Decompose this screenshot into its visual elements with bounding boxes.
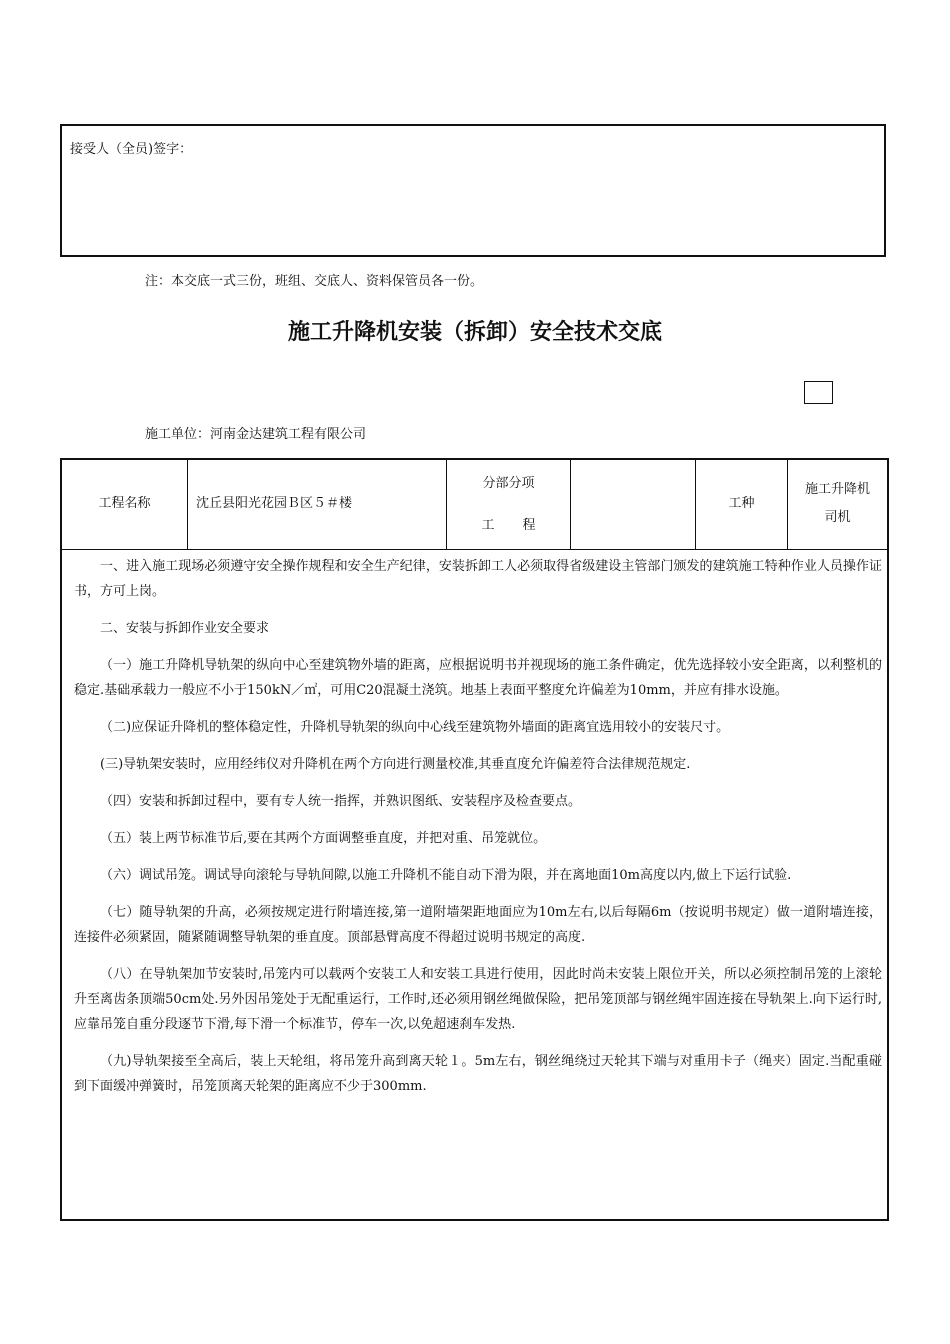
- paragraph: 一、进入施工现场必须遵守安全操作规程和安全生产纪律，安装拆卸工人必须取得省级建设主管部门颁发的建筑施工特种作业人员操作证书，方可上岗。: [74, 559, 882, 599]
- paragraph: （七）随导轨架的升高，必须按规定进行附墙连接,第一道附墙架距地面应为10m左右,以后每隔6m（按说明书规定）做一道附墙连接，连接件必须紧固，随紧随调整导轨架的垂直度。顶部悬臂高度不得超过说明书规定的高度.: [74, 905, 882, 945]
- page-title: 施工升降机安装（拆卸）安全技术交底: [287, 320, 662, 345]
- paragraph: （一）施工升降机导轨架的纵向中心至建筑物外墙的距离，应根据说明书并视现场的施工条件确定，优先选择较小安全距离，以利整机的稳定.基础承载力一般应不小于150kN／㎡，可用C20混凝土浇筑。地基上表面平整度允许偏差为10mm，并应有排水设施。: [74, 658, 882, 698]
- sub-project-label-cell: [447, 460, 571, 549]
- paragraph: （四）安装和拆卸过程中，要有专人统一指挥，并熟识图纸、安装程序及检查要点。: [100, 794, 582, 809]
- construction-unit: 施工单位：河南金达建筑工程有限公司: [145, 427, 367, 442]
- disclosure-content: [74, 554, 882, 1111]
- project-name-label: 工程名称: [98, 496, 151, 511]
- trade-label: 工种: [728, 496, 755, 511]
- project-name-label-cell: [62, 460, 188, 549]
- paragraph: （六）调试吊笼。调试导向滚轮与导轨间隙,以施工升降机不能自动下滑为限，并在离地面10m高度以内,做上下运行试验.: [100, 868, 792, 883]
- trade-value-line2: 司机: [824, 510, 851, 525]
- trade-label-cell: [696, 460, 788, 549]
- distribution-note: 注：本交底一式三份，班组、交底人、资料保管员各一份。: [145, 274, 484, 289]
- paragraph: 二、安装与拆卸作业安全要求: [100, 621, 270, 636]
- paragraph: （五）装上两节标准节后,要在其两个方面调整垂直度，并把对重、吊笼就位。: [100, 831, 547, 846]
- sub-project-label-line2: 工程: [481, 518, 564, 533]
- trade-value-cell: [788, 460, 887, 549]
- paragraph: （九)导轨架接至全高后，装上天轮组，将吊笼升高到离天轮１。5m左右，钢丝绳绕过天轮其下端与对重用卡子（绳夹）固定.当配重碰到下面缓冲弹簧时，吊笼顶离天轮架的距离应不少于300mm.: [74, 1054, 882, 1094]
- signature-label: 接受人（全员)签字：: [70, 142, 193, 157]
- paragraph: （二)应保证升降机的整体稳定性，升降机导轨架的纵向中心线至建筑物外墙面的距离宜选用较小的安装尺寸。: [100, 720, 730, 735]
- paragraph: （八）在导轨架加节安装时,吊笼内可以载两个安装工人和安装工具进行使用，因此时尚未安装上限位开关，所以必须控制吊笼的上滚轮升至离齿条顶端50cm处.另外因吊笼处于无配重运行，工作时,还必须用钢丝绳做保险，把吊笼顶部与钢丝绳牢固连接在导轨架上.向下运行时,应靠吊笼自重分段逐节下滑,每下滑一个标准节，停车一次,以免超速刹车发热.: [74, 967, 882, 1032]
- corner-checkbox[interactable]: [804, 381, 833, 404]
- table-header-row: [62, 460, 887, 550]
- trade-value-line1: 施工升降机: [804, 482, 870, 497]
- sub-project-cell: [447, 460, 696, 549]
- paragraph: (三)导轨架安装时，应用经纬仪对升降机在两个方向进行测量校准,其垂直度允许偏差符合法律规范规定.: [100, 757, 691, 772]
- project-name-value-cell: [188, 460, 447, 549]
- sub-project-label-line1: 分部分项: [482, 476, 535, 491]
- disclosure-table: [60, 458, 889, 1221]
- signature-box: [60, 124, 886, 257]
- project-name-value: 沈丘县阳光花园Ｂ区５＃楼: [196, 496, 353, 511]
